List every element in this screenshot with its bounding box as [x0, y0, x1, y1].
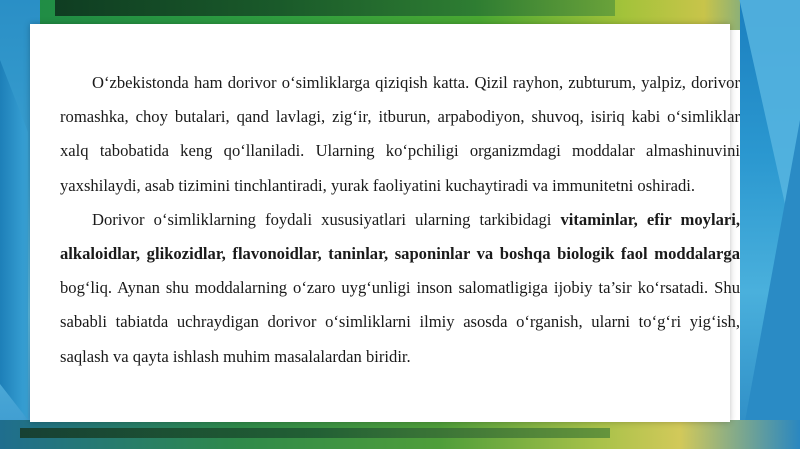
paragraph-1: O‘zbekistonda ham dorivor o‘simliklarga qiziqish katta. Qizil rayhon, zubturum, yalpiz, dorivor romashka, choy butalari, qand lavlagi, zig‘ir, itburun, arpabodiyon, shuvoq, isiriq kabi o‘simliklar xalq tabobatida keng qo‘llaniladi. Ularning ko‘pchiligi organizmdagi moddalar almashinuvini yaxshilaydi, asab tizimini tinchlantiradi, yurak faoliyatini kuchaytiradi va immunitetni oshiradi.: [60, 73, 740, 195]
paragraph-2-rest: bog‘liq. Aynan shu moddalarning o‘zaro uyg‘unligi inson salomatligiga ijobiy ta’sir ko‘rsatadi. Shu sababli tabiatda uchraydigan dorivor o‘simliklarni ilmiy asosda o‘rganish, ularni to‘g‘ri yig‘ish, saqlash va qayta ishlash muhim masalalardan biridir.: [60, 278, 740, 366]
paragraph-2-intro: Dorivor o‘simliklarning foydali xususiyatlari ularning tarkibidagi: [92, 209, 561, 229]
paragraph-2: [60, 203, 740, 374]
paragraph-2-bold-terms: vitaminlar, efir moylari, alkaloidlar, glikozidlar, flavonoidlar, taninlar, saponinlar va boshqa biologik faol moddalarga: [60, 209, 740, 264]
top-dark-stripe: [55, 0, 615, 16]
slide-body-text: [60, 66, 740, 374]
bottom-dark-stripe: [20, 428, 610, 438]
